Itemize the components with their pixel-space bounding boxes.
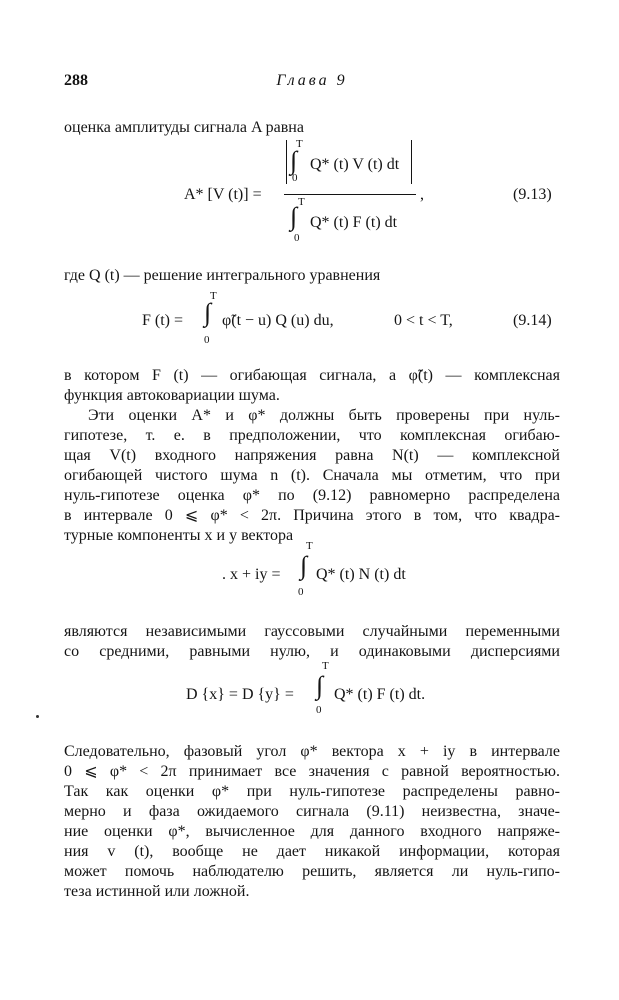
text-line: со средними, равными нулю, и одинаковыми дисперсиями bbox=[64, 643, 560, 660]
eq-xy-upper: T bbox=[306, 540, 313, 552]
text-line: нуль-гипотезе оценка φ* по (9.12) равномерно распределена bbox=[64, 487, 560, 504]
text-line: в котором F (t) — огибающая сигнала, а φ̃(t) — комплексная bbox=[64, 367, 560, 384]
integral-icon: ∫ bbox=[300, 551, 308, 580]
equation-number: (9.14) bbox=[513, 312, 552, 329]
text-line: огибающей чистого шума n (t). Сначала мы отметим, что при bbox=[64, 467, 560, 484]
eq914-integrand: φ̃(t − u) Q (u) du, bbox=[222, 312, 334, 329]
eq913-den-lower: 0 bbox=[294, 232, 300, 244]
integral-icon: ∫ bbox=[290, 146, 298, 175]
text-line: в интервале 0 ⩽ φ* < 2π. Причина этого в том, что квадра- bbox=[64, 507, 560, 524]
abs-bar-left bbox=[286, 140, 287, 184]
text-line: Эти оценки A* и φ* должны быть проверены при нуль- bbox=[88, 407, 560, 424]
text-line: 0 ⩽ φ* < 2π принимает все значения с равной вероятностью. bbox=[64, 763, 560, 780]
text-line: ния v (t), вообще не дает никакой информации, которая bbox=[64, 843, 560, 860]
eq913-comma: , bbox=[420, 186, 424, 203]
fraction-bar bbox=[284, 194, 416, 195]
eq914-condition: 0 < t < T, bbox=[394, 312, 453, 329]
text-line: функция автоковариации шума. bbox=[64, 387, 280, 404]
eq-d-lower: 0 bbox=[316, 704, 322, 716]
text-line: Следовательно, фазовый угол φ* вектора x + iy в интервале bbox=[64, 743, 560, 760]
eq-xy-lhs: x + iy = bbox=[230, 566, 281, 583]
eq913-num-lower: 0 bbox=[292, 172, 298, 184]
eq913-lhs: A* [V (t)] = bbox=[184, 186, 262, 203]
eq-d-lhs: D {x} = D {y} = bbox=[186, 686, 294, 703]
text-line: щая V(t) входного напряжения равна N(t) — комплексной bbox=[64, 447, 560, 464]
eq914-lower: 0 bbox=[204, 334, 210, 346]
eq913-den-upper: T bbox=[298, 196, 305, 208]
eq-d-upper: T bbox=[322, 660, 329, 672]
text-line: теза истинной или ложной. bbox=[64, 883, 250, 900]
eq-xy-integrand: Q* (t) N (t) dt bbox=[316, 566, 406, 583]
eq-d-integrand: Q* (t) F (t) dt. bbox=[334, 686, 426, 703]
text-line: мерно и фаза ожидаемого сигнала (9.11) неизвестна, значе- bbox=[64, 803, 560, 820]
integral-icon: ∫ bbox=[290, 202, 298, 231]
integral-icon: ∫ bbox=[204, 298, 212, 327]
text-line: ние оценки φ*, вычисленное для данного входного напряже- bbox=[64, 823, 560, 840]
abs-bar-right bbox=[411, 140, 412, 184]
text-line: турные компоненты x и y вектора bbox=[64, 527, 294, 544]
equation-number: (9.13) bbox=[513, 186, 552, 203]
page-number: 288 bbox=[64, 72, 88, 89]
eq913-numerator: Q* (t) V (t) dt bbox=[310, 156, 400, 173]
running-head: Глава 9 bbox=[276, 72, 348, 89]
integral-icon: ∫ bbox=[316, 671, 324, 700]
text-line: где Q (t) — решение интегрального уравнения bbox=[64, 267, 381, 284]
eq-xy-dot: . bbox=[222, 566, 226, 583]
eq-xy-lower: 0 bbox=[298, 586, 304, 598]
text-line: гипотезе, т. е. в предположении, что комплексная огибаю- bbox=[64, 427, 560, 444]
text-line: являются независимыми гауссовыми случайными переменными bbox=[64, 623, 560, 640]
margin-mark bbox=[36, 715, 39, 718]
eq913-num-upper: T bbox=[296, 138, 303, 150]
page-header bbox=[64, 72, 560, 96]
eq914-lhs: F (t) = bbox=[142, 312, 184, 329]
text-line: может помочь наблюдателю решить, является ли нуль-гипо- bbox=[64, 863, 560, 880]
text-line: оценка амплитуды сигнала A равна bbox=[64, 119, 304, 136]
eq913-denominator: Q* (t) F (t) dt bbox=[310, 214, 398, 231]
eq914-upper: T bbox=[210, 290, 217, 302]
text-line: Так как оценки φ* при нуль-гипотезе распределены равно- bbox=[64, 783, 560, 800]
